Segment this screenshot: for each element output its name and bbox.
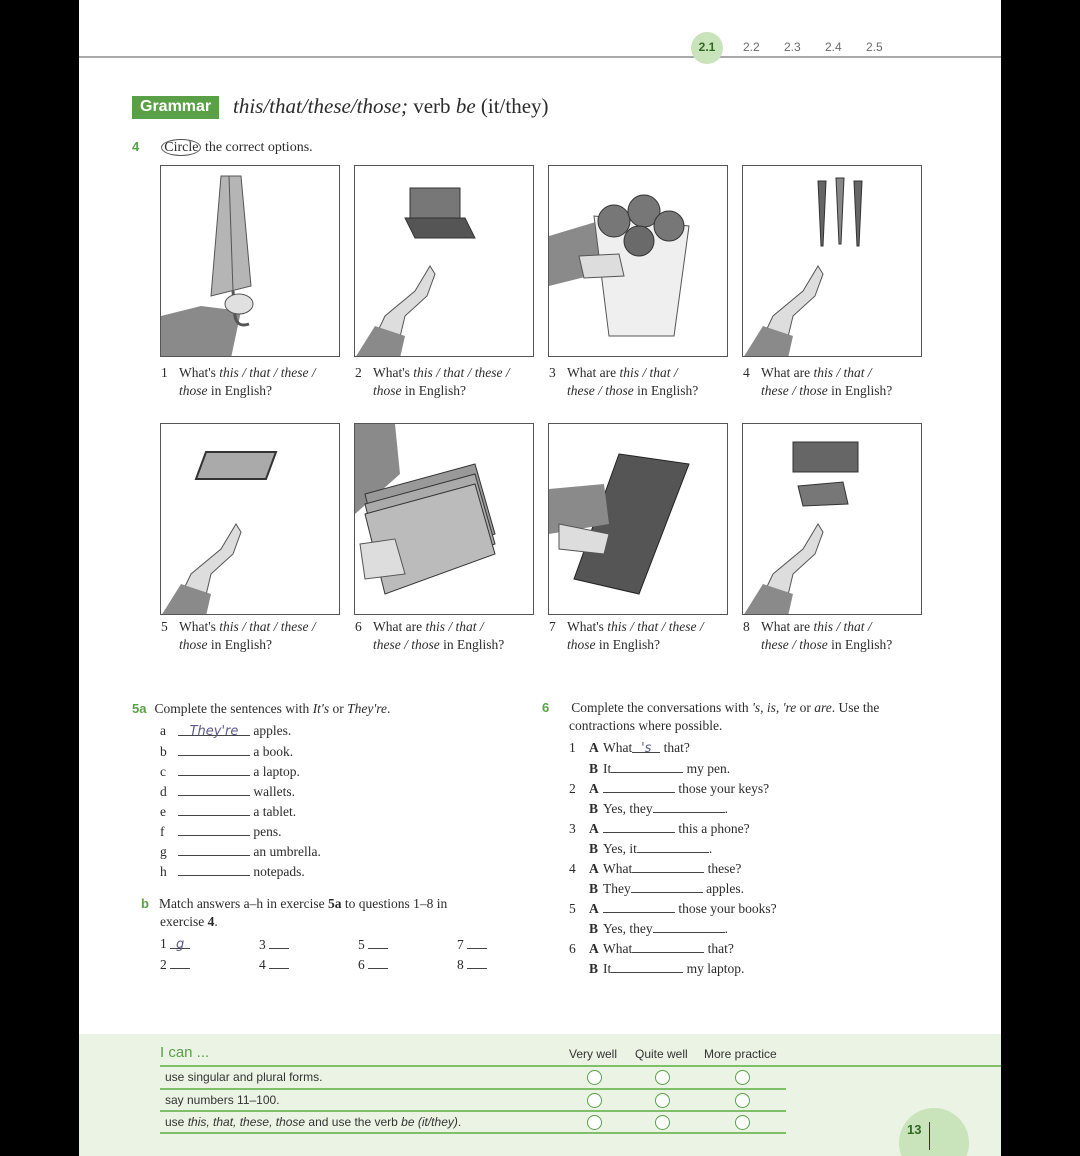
answer-field[interactable]: [637, 839, 709, 853]
i-can-row: use singular and plural forms.: [165, 1070, 323, 1084]
page-number-badge: 13: [899, 1108, 969, 1156]
picture-notepads: [354, 423, 534, 615]
ex5b-item: 7: [457, 935, 487, 954]
i-can-title: I can ...: [160, 1044, 210, 1061]
ex5b-item: 3: [259, 935, 289, 954]
ex4-instruction: 4 Circle the correct options.: [132, 139, 313, 155]
grammar-title: this/that/these/those; verb be (it/they): [233, 94, 549, 118]
i-can-row: say numbers 11–100.: [165, 1093, 280, 1107]
answer-field[interactable]: [631, 879, 703, 893]
radio-more-practice[interactable]: [735, 1070, 750, 1085]
ex6-instruction-line2: contractions where possible.: [569, 718, 723, 733]
i-can-row: use this, that, these, those and use the verb be (it/they).: [165, 1115, 462, 1129]
answer-field[interactable]: 's: [632, 739, 660, 753]
radio-very-well[interactable]: [587, 1115, 602, 1130]
ex5a-row: b a book.: [160, 744, 294, 759]
answer-field[interactable]: [269, 935, 289, 949]
answer-field[interactable]: [603, 899, 675, 913]
picture-wallets: [742, 423, 922, 615]
grammar-badge: Grammar: [132, 96, 219, 119]
answer-field[interactable]: [611, 959, 683, 973]
answer-field[interactable]: [611, 759, 683, 773]
ex5b-instruction-line2: exercise 4.: [160, 914, 218, 929]
conversation-line: 1 A What 's that?: [569, 740, 690, 756]
answer-field[interactable]: [632, 939, 704, 953]
conversation-line: B Yes, it .: [589, 841, 713, 856]
radio-very-well[interactable]: [587, 1093, 602, 1108]
conversation-line: 6 A What that?: [569, 941, 734, 956]
answer-field[interactable]: [653, 799, 725, 813]
ex5a-row: e a tablet.: [160, 804, 297, 819]
header-rule: [79, 56, 1001, 58]
ex5a-row: a They're apples.: [160, 723, 292, 739]
radio-more-practice[interactable]: [735, 1115, 750, 1130]
ex5b-item: 8: [457, 955, 487, 974]
ex5a-row: g an umbrella.: [160, 844, 321, 859]
question-4: 4 What are this / that / these / those in English?: [743, 365, 893, 398]
answer-field[interactable]: [653, 919, 725, 933]
conversation-line: B They apples.: [589, 881, 744, 896]
divider: [160, 1065, 1001, 1067]
ex5b-instruction: b Match answers a–h in exercise 5a to questions 1–8 in: [141, 896, 448, 911]
ex5a-row: d wallets.: [160, 784, 295, 799]
ex5b-item: 5: [358, 935, 388, 954]
question-3: 3 What are this / that / these / those in English?: [549, 365, 699, 398]
tab-2-2[interactable]: 2.2: [743, 40, 760, 54]
question-6: 6 What are this / that / these / those in English?: [355, 619, 505, 652]
question-8: 8 What are this / that / these / those in English?: [743, 619, 893, 652]
answer-field[interactable]: [368, 955, 388, 969]
answer-field[interactable]: [603, 779, 675, 793]
answer-field[interactable]: [178, 822, 250, 836]
conversation-line: B Yes, they .: [589, 801, 729, 816]
picture-laptop: [354, 165, 534, 357]
divider: [160, 1088, 786, 1090]
radio-quite-well[interactable]: [655, 1115, 670, 1130]
answer-field[interactable]: [178, 742, 250, 756]
answer-field[interactable]: g: [170, 935, 190, 949]
ex5b-item: 6: [358, 955, 388, 974]
col-very-well: Very well: [569, 1047, 618, 1061]
conversation-line: B It my laptop.: [589, 961, 745, 976]
tab-2-1[interactable]: 2.1: [691, 32, 723, 64]
question-2: 2 What's this / that / these / those in English?: [355, 365, 510, 398]
tab-2-4[interactable]: 2.4: [825, 40, 842, 54]
radio-quite-well[interactable]: [655, 1070, 670, 1085]
question-7: 7 What's this / that / these / those in English?: [549, 619, 704, 652]
answer-field[interactable]: [269, 955, 289, 969]
divider: [160, 1110, 786, 1112]
workbook-page: [79, 0, 1001, 1156]
divider: [160, 1132, 786, 1134]
ex5a-row: c a laptop.: [160, 764, 300, 779]
col-quite-well: Quite well: [635, 1047, 688, 1061]
picture-book: [548, 423, 728, 615]
question-5: 5 What's this / that / these / those in English?: [161, 619, 316, 652]
ex5b-item: 1 g: [160, 935, 190, 953]
radio-quite-well[interactable]: [655, 1093, 670, 1108]
answer-field[interactable]: [178, 862, 250, 876]
answer-field[interactable]: [170, 955, 190, 969]
radio-more-practice[interactable]: [735, 1093, 750, 1108]
col-more-practice: More practice: [704, 1047, 777, 1061]
picture-apples: [548, 165, 728, 357]
conversation-line: B It my pen.: [589, 761, 731, 776]
ex5a-row: h notepads.: [160, 864, 305, 879]
tab-2-5[interactable]: 2.5: [866, 40, 883, 54]
answer-field[interactable]: [178, 802, 250, 816]
ex5b-item: 4: [259, 955, 289, 974]
conversation-line: 4 A What these?: [569, 861, 742, 876]
question-1: 1 What's this / that / these / those in English?: [161, 365, 316, 398]
conversation-line: 5 A those your books?: [569, 901, 777, 916]
ex6-instruction: 6 Complete the conversations with 's, is, 're or are. Use the: [542, 700, 880, 715]
conversation-line: 2 A those your keys?: [569, 781, 770, 796]
answer-field[interactable]: [178, 782, 250, 796]
answer-field[interactable]: [467, 935, 487, 949]
picture-umbrella: [160, 165, 340, 357]
radio-very-well[interactable]: [587, 1070, 602, 1085]
answer-field[interactable]: [467, 955, 487, 969]
answer-field[interactable]: [368, 935, 388, 949]
answer-field[interactable]: [178, 762, 250, 776]
ex5a-row: f pens.: [160, 824, 282, 839]
tab-2-3[interactable]: 2.3: [784, 40, 801, 54]
conversation-line: B Yes, they .: [589, 921, 729, 936]
picture-pens: [742, 165, 922, 357]
i-can-panel: [79, 1034, 1001, 1156]
page-cursor: [929, 1122, 930, 1150]
answer-field[interactable]: [632, 859, 704, 873]
ex5b-item: 2: [160, 955, 190, 974]
picture-tablet: [160, 423, 340, 615]
ex5a-instruction: 5a Complete the sentences with It's or They're.: [132, 701, 391, 716]
answer-field[interactable]: [178, 842, 250, 856]
answer-field[interactable]: [603, 819, 675, 833]
conversation-line: 3 A this a phone?: [569, 821, 750, 836]
answer-field[interactable]: They're: [178, 722, 250, 736]
